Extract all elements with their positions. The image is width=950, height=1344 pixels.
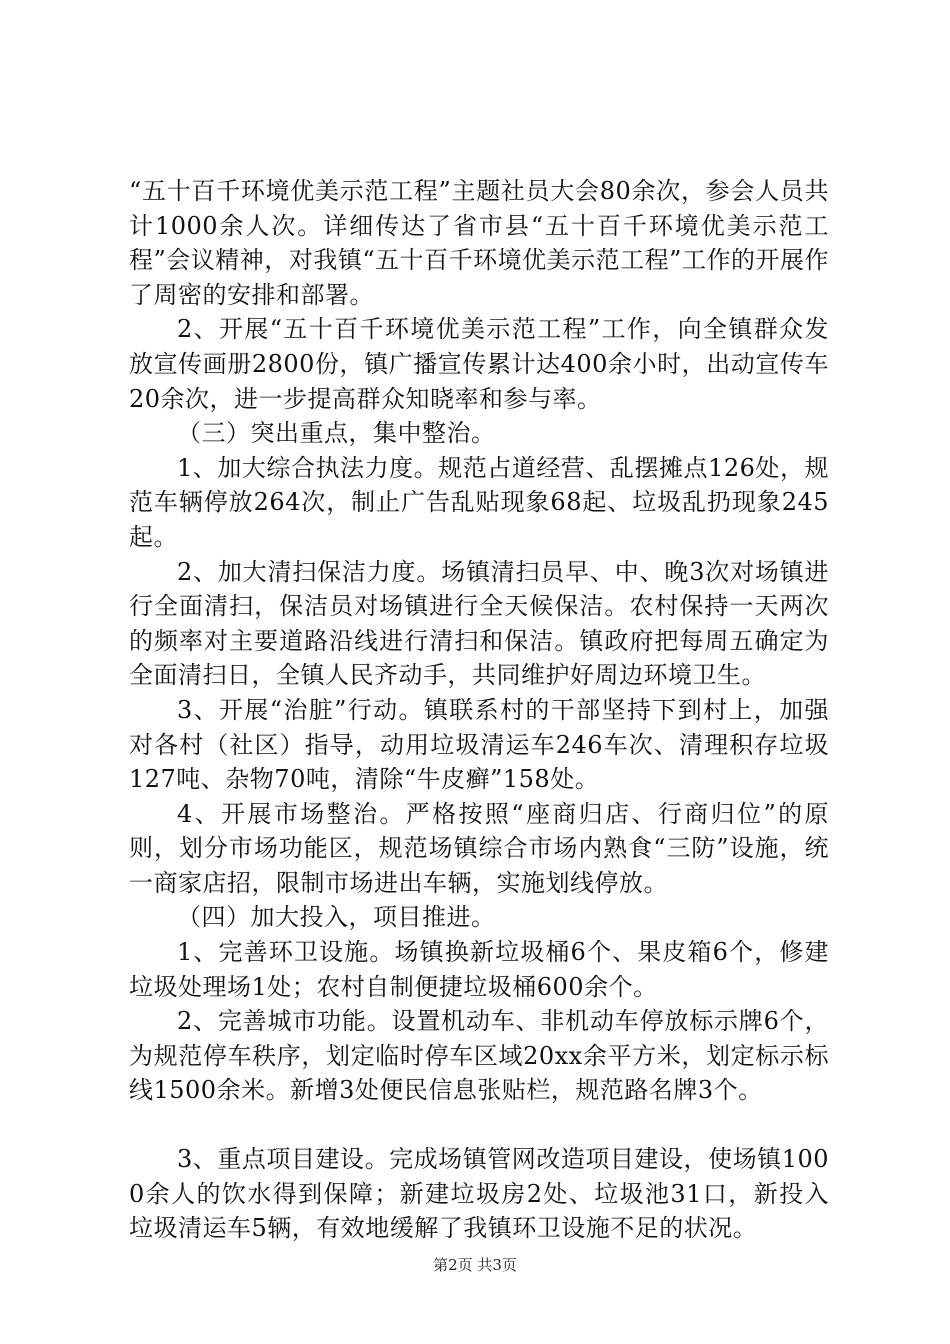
paragraph-item-4-market: 4、开展市场整治。严格按照“座商归店、行商归位”的原则，划分市场功能区，规范场镇综合市场内熟食“三防”设施，统一商家店招，限制市场进出车辆，实施划线停放。 bbox=[129, 799, 829, 897]
section-heading-3: （三）突出重点，集中整治。 bbox=[177, 419, 496, 448]
section-heading-4: （四）加大投入，项目推进。 bbox=[177, 903, 496, 932]
paragraph-item-1-facilities: 1、完善环卫设施。场镇换新垃圾桶6个、果皮箱6个，修建垃圾处理场1处；农村自制便捷垃圾桶600余个。 bbox=[129, 938, 829, 1001]
paragraph-intro-continuation: “五十百千环境优美示范工程”主题社员大会80余次，参会人员共计1000余人次。详细传达了省市县“五十百千环境优美示范工程”会议精神，对我镇“五十百千环境优美示范工程”工作的开展作了周密的安排和部署。 bbox=[129, 177, 829, 309]
paragraph-item-2-promotion: 2、开展“五十百千环境优美示范工程”工作，向全镇群众发放宣传画册2800份，镇广播宣传累计达400余小时，出动宣传车20余次，进一步提高群众知晓率和参与率。 bbox=[129, 315, 829, 413]
page-number-footer: 第2页 共3页 bbox=[433, 1256, 517, 1274]
paragraph-item-3-key-projects: 3、重点项目建设。完成场镇管网改造项目建设，使场镇1000余人的饮水得到保障；新建垃圾房2处、垃圾池31口，新投入垃圾清运车5辆，有效地缓解了我镇环卫设施不足的状况。 bbox=[129, 1145, 829, 1243]
paragraph-item-1-enforcement: 1、加大综合执法力度。规范占道经营、乱摆摊点126处，规范车辆停放264次，制止广告乱贴现象68起、垃圾乱扔现象245起。 bbox=[129, 453, 829, 551]
document-body bbox=[129, 174, 829, 1246]
paragraph-item-2-city-function: 2、完善城市功能。设置机动车、非机动车停放标示牌6个，为规范停车秩序，划定临时停车区域20xx余平方米，划定标示标线1500余米。新增3处便民信息张贴栏，规范路名牌3个。 bbox=[129, 1007, 829, 1105]
paragraph-item-2-cleaning: 2、加大清扫保洁力度。场镇清扫员早、中、晚3次对场镇进行全面清扫，保洁员对场镇进行全天候保洁。农村保持一天两次的频率对主要道路沿线进行清扫和保洁。镇政府把每周五确定为全面清扫日，全镇人民齐动手，共同维护好周边环境卫生。 bbox=[129, 557, 829, 690]
paragraph-item-3-dirt-action: 3、开展“治脏”行动。镇联系村的干部坚持下到村上，加强对各村（社区）指导，动用垃圾清运车246车次、清理积存垃圾127吨、杂物70吨，清除“牛皮癣”158处。 bbox=[129, 695, 829, 794]
blank-line bbox=[129, 1108, 829, 1142]
